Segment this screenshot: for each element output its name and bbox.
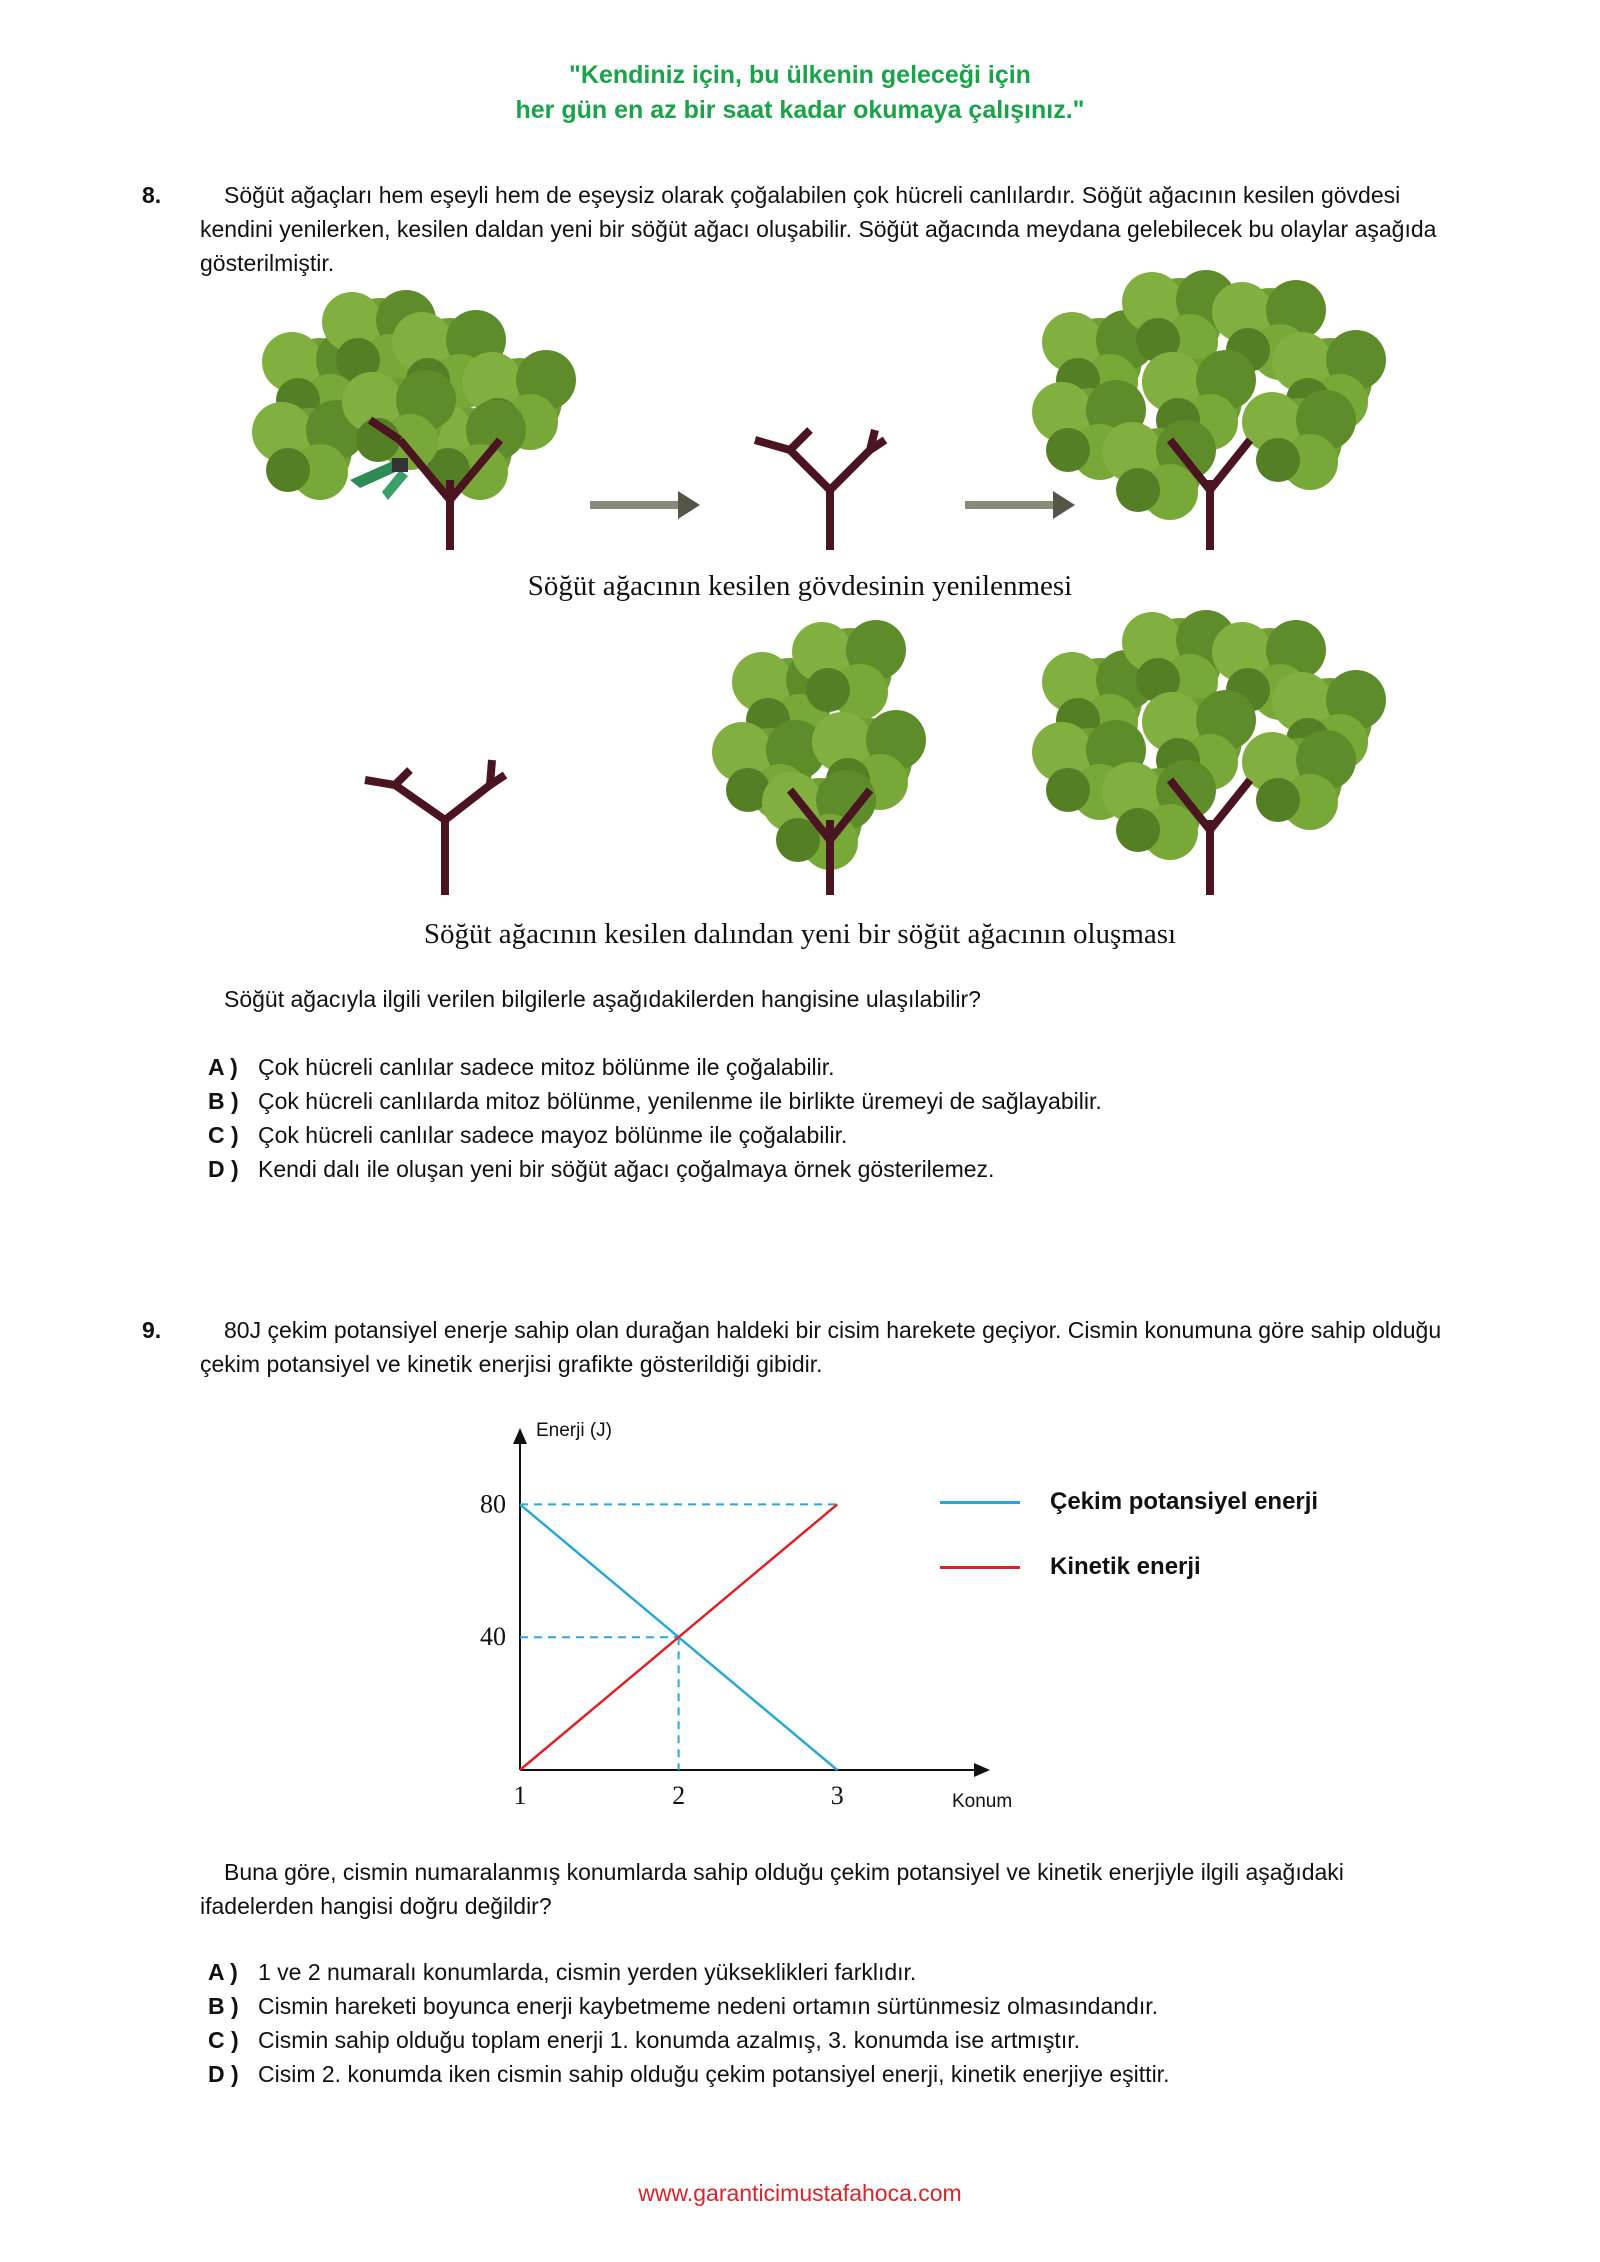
tree-full-icon [252,290,576,550]
tree-cut-trunk-icon [755,430,885,550]
question-8-number: 8. [142,182,162,208]
legend-item-kinetic [940,1553,1201,1581]
question-8-text: Söğüt ağaçları hem eşeyli hem de eşeysiz olarak çoğalabilen çok hücreli canlılardır. Söğüt ağacının kesilen gövdesi kendini yenilerken, kesilen daldan yeni bir söğüt ağacı oluşabilir. Söğüt ağacında meydana gelebilecek bu olaylar aşağıda gösterilmiştir. [200,182,1437,276]
option-b[interactable] [208,1989,1169,2023]
legend-label: Kinetik enerji [1050,1553,1201,1580]
option-c[interactable] [208,1118,1102,1152]
energy-chart [440,1410,1040,1830]
y-tick-label: 80 [480,1489,506,1519]
option-text: 1 ve 2 numaralı konumlarda, cismin yerden yükseklikleri farklıdır. [258,1959,917,1985]
x-axis-arrow-icon [974,1763,990,1777]
option-letter: A ) [208,1959,238,1985]
option-text: Çok hücreli canlılar sadece mayoz bölünme ile çoğalabilir. [258,1122,848,1148]
option-letter: C ) [208,2027,239,2053]
option-d[interactable] [208,2057,1169,2091]
option-text: Cismin hareketi boyunca enerji kaybetmeme nedeni ortamın sürtünmesiz olmasındandır. [258,1993,1158,2019]
legend-label: Çekim potansiyel enerji [1050,1488,1319,1515]
caption-branch-new-tree: Söğüt ağacının kesilen dalından yeni bir söğüt ağacının oluşması [423,918,1177,950]
x-axis-label: Konum [952,1791,1013,1812]
y-axis-label: Enerji (J) [536,1420,613,1441]
x-tick-label: 2 [672,1781,686,1810]
tree-regrown-icon [1032,270,1386,550]
question-8-options [208,1050,1102,1186]
option-a[interactable] [208,1050,1102,1084]
motto-line-1: "Kendiniz için, bu ülkenin geleceği için [569,61,1031,89]
pruning-shears-icon [350,458,408,500]
question-9-options [208,1955,1169,2091]
option-letter: B ) [208,1088,239,1114]
option-text: Kendi dalı ile oluşan yeni bir söğüt ağacı çoğalmaya örnek gösterilemez. [258,1156,995,1182]
question-9-number: 9. [142,1317,162,1343]
question-8-prompt: Söğüt ağacıyla ilgili verilen bilgilerle aşağıdakilerden hangisine ulaşılabilir? [224,986,981,1012]
arrow-right-icon [965,491,1075,519]
willow-illustrations [0,0,1600,960]
x-tick-label: 3 [830,1781,844,1810]
legend-swatch-blue [940,1501,1020,1504]
option-text: Çok hücreli canlılar sadece mitoz bölünme ile çoğalabilir. [258,1054,835,1080]
option-letter: A ) [208,1054,238,1080]
motto-line-2: her gün en az bir saat kadar okumaya çalışınız." [515,96,1085,124]
footer-url[interactable]: www.garanticimustafahoca.com [638,2180,962,2206]
arrow-right-icon [590,491,700,519]
option-text: Çok hücreli canlılarda mitoz bölünme, yenilenme ile birlikte üremeyi de sağlayabilir. [258,1088,1102,1114]
option-d[interactable] [208,1152,1102,1186]
option-letter: C ) [208,1122,239,1148]
question-9-text: 80J çekim potansiyel enerje sahip olan durağan haldeki bir cisim harekete geçiyor. Cismin konumuna göre sahip olduğu çekim potansiyel ve kinetik enerjisi grafikte gösterildiği gibidir. [200,1317,1442,1377]
option-a[interactable] [208,1955,1169,1989]
option-letter: D ) [208,2061,239,2087]
option-letter: D ) [208,1156,239,1182]
x-tick-label: 1 [513,1781,527,1810]
option-text: Cisim 2. konumda iken cismin sahip olduğu çekim potansiyel enerji, kinetik enerjiye eşittir. [258,2061,1170,2087]
tree-young-icon [712,620,926,895]
legend-item-potential [940,1488,1318,1516]
y-axis-arrow-icon [513,1428,527,1444]
caption-trunk-regeneration: Söğüt ağacının kesilen gövdesinin yenilenmesi [527,570,1073,602]
option-b[interactable] [208,1084,1102,1118]
option-letter: B ) [208,1993,239,2019]
option-c[interactable] [208,2023,1169,2057]
question-9-prompt: Buna göre, cismin numaralanmış konumlarda sahip olduğu çekim potansiyel ve kinetik enerjiyle ilgili aşağıdaki ifadelerden hangisi doğru değildir? [200,1859,1344,1919]
tree-grown-icon [1032,610,1386,895]
option-text: Cismin sahip olduğu toplam enerji 1. konumda azalmış, 3. konumda ise artmıştır. [258,2027,1080,2053]
y-tick-label: 40 [480,1622,506,1652]
legend-swatch-red [940,1566,1020,1569]
tree-cut-branch-icon [365,760,505,895]
